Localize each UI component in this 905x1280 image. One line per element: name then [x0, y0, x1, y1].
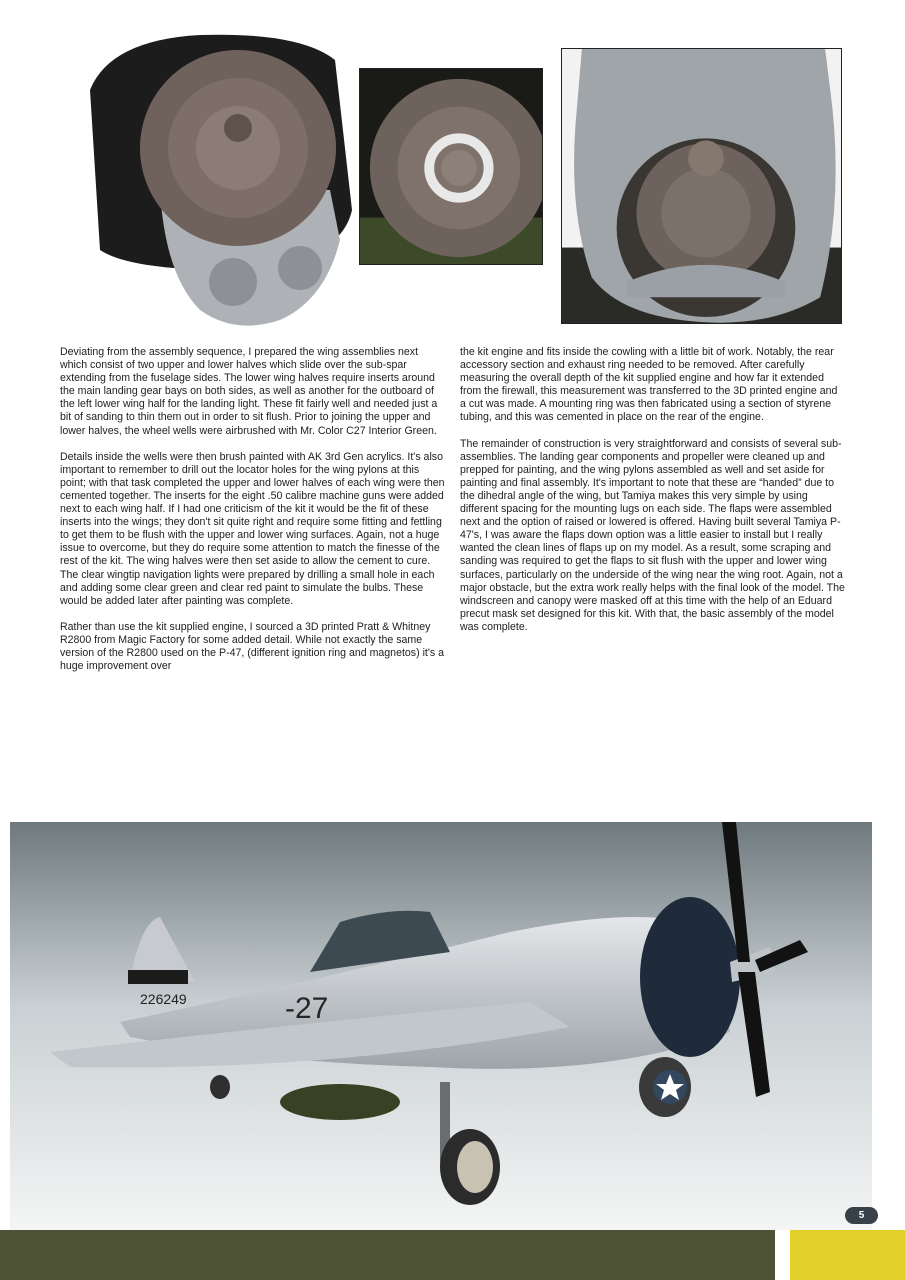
page-number-badge: 5 [845, 1207, 878, 1224]
footer-bar-olive [0, 1230, 775, 1280]
engine-in-cowling-photo [561, 48, 842, 324]
paragraph: Deviating from the assembly sequence, I prepared the wing assemblies next which consist of two upper and lower halves which slide over the sub-spar extending from the fuselage sides. The lower wing halves require inserts around the main landing gear bays on both sides, as well as another for the outboard of the left lower wing half for the landing light. These fit fairly well and needed just a bit of sanding to thin them out in order to sit flush. Prior to joining the upper and lower halves, the wheel wells were airbrushed with Mr. Color C27 Interior Green. [60, 346, 438, 437]
engine-on-sponge-photo [70, 20, 355, 340]
fuselage-code-text: -27 [285, 992, 329, 1025]
aircraft-model-photo [10, 822, 872, 1230]
paragraph: the kit engine and fits inside the cowling with a little bit of work. Notably, the rear accessory section and exhaust ring needed to be removed. After carefully measuring the overall depth of the kit supplied engine and how far it extended from the firewall, this measurement was transferred to the 3D printed engine and a cut was made. A mounting ring was then fabricated using a section of styrene tubing, and this was cemented in place on the rear of the engine. [460, 346, 838, 424]
article-right-column [460, 346, 845, 647]
paragraph: The remainder of construction is very straightforward and consists of several sub-assemblies. The landing gear components and propeller were cleaned up and prepped for painting, and the wing pylons assembled as well and set aside for painting and final assembly. It's important to note that these are “handed” due to the dihedral angle of the wing, but Tamiya makes this very simple by using different spacing for the mounting lugs on each side. The flaps were assembled next and the option of raised or lowered is offered. Having built several Tamiya P-47's, I was aware the flaps down option was a little easier to install but I really wanted the clean lines of flaps up on my model. As a result, some scraping and sanding was required to get the flaps to sit flush with the upper and lower wing surfaces, particularly on the underside of the wing near the wing root. Again, not a major obstacle, but the extra work really helps with the final look of the model. The windscreen and canopy were masked off at this time with the help of an Eduard precut mask set designed for this kit. With that, the basic assembly of the model was complete. [460, 437, 845, 633]
paragraph: Rather than use the kit supplied engine, I sourced a 3D printed Pratt & Whitney R2800 from Magic Factory for some added detail. While not exactly the same version of the R2800 used on the P-47, (different ignition ring and magnetos) it's a huge improvement over [60, 620, 445, 673]
engine-front-photo [359, 68, 543, 265]
article-left-column [60, 346, 445, 686]
tail-serial-text: 226249 [140, 991, 187, 1007]
paragraph: Details inside the wells were then brush painted with AK 3rd Gen acrylics. It's also important to remember to drill out the locator holes for the wing pylons at this point; with that task completed the upper and lower halves of each wing were then cemented together. The inserts for the eight .50 calibre machine guns were added next to each wing half. If I had one criticism of the kit it would be the fit of these inserts into the wings; they don't sit quite right and require some fitting and fettling to get them to be flush with the upper and lower wing surfaces. Again, not a huge issue to overcome, but they do require some attention to match the finesse of the rest of the kit. The wing halves were then set aside to allow the cement to cure. The clear wingtip navigation lights were prepared by drilling a small hole in each and adding some clear green and clear red paint to simulate the bulbs. These would be added later after painting was complete. [60, 450, 445, 607]
footer-bar-yellow [790, 1230, 905, 1280]
